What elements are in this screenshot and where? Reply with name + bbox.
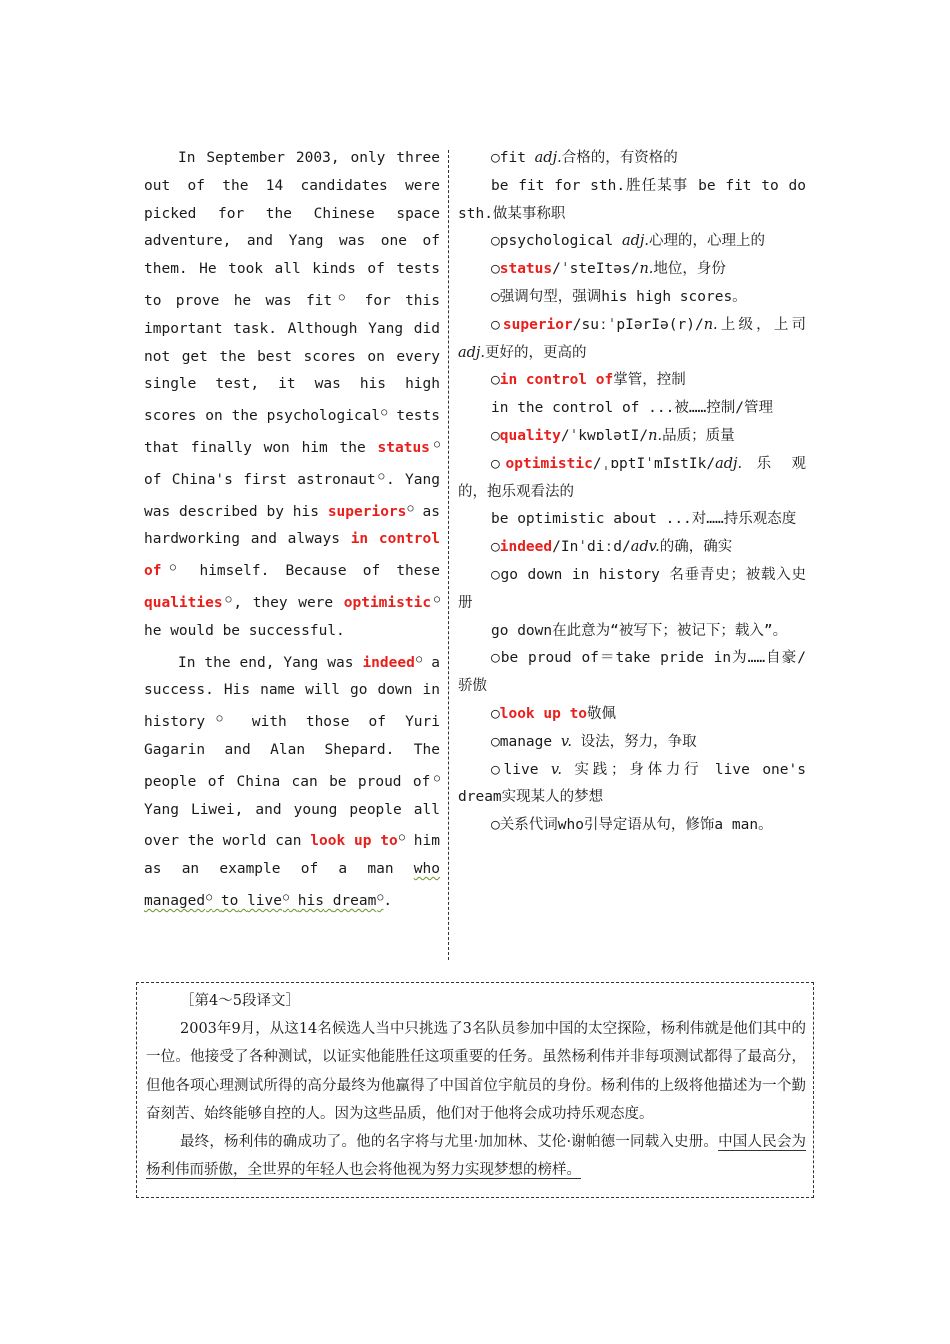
- text: ○: [491, 261, 500, 278]
- keyword-optimistic: optimistic: [343, 594, 432, 611]
- text: 更好的，更高的: [485, 344, 587, 361]
- translation-paragraph-2: [146, 1128, 806, 1184]
- note-mark: ○: [283, 891, 290, 903]
- pos: adj.: [534, 150, 562, 166]
- note-mark: ○: [376, 470, 386, 482]
- text: ○: [491, 539, 500, 556]
- keyword: look up to: [499, 705, 588, 722]
- text: 品质；质量: [662, 427, 735, 444]
- note-mark: ○: [398, 832, 405, 844]
- keyword: indeed: [499, 539, 553, 556]
- text: 设法，努力，争取: [571, 733, 697, 750]
- note-look-up-to: [458, 701, 806, 729]
- text: Yang Liwei, and young people all over the world can: [144, 801, 440, 850]
- keyword: status: [499, 261, 553, 278]
- word-astronaut: astronaut: [297, 471, 376, 488]
- text: ○: [491, 372, 500, 389]
- word-fit: fit: [305, 292, 333, 309]
- note-psychological: [458, 228, 806, 256]
- text: 敬佩: [587, 705, 617, 722]
- keyword: superior: [502, 316, 573, 333]
- note-fit-usage: be fit for sth.胜任某事 be fit to do sth.做某事称职: [458, 177, 806, 222]
- note-fit: [458, 145, 806, 173]
- phonetic: /suːˈpIərIə(r)/: [572, 316, 704, 333]
- note-optimistic-usage: be optimistic about ...对……持乐观态度: [491, 511, 797, 528]
- text: he would be successful.: [144, 622, 345, 639]
- text: In September 2003, only three out of the 14 candidates were picked for the Chinese space adventure, and Yang was one of them. He took all kinds of tests to prove he was: [144, 150, 440, 309]
- note-mark: ○: [162, 562, 184, 574]
- translation-paragraph-1: 2003年9月，从这14名候选人当中只挑选了3名队员参加中国的太空探险，杨利伟就是他们其中的一位。他接受了各种测试，以证实他能胜任这项重要的任务。虽然杨利伟并非每项测试都得了最高分，但他各项心理测试所得的高分最终为他赢得了中国首位宇航员的身份。杨利伟的上级将他描述为一个勤奋刻苦、始终能够自控的人。因为这些品质，他们对于他将会成功持乐观态度。: [146, 1021, 806, 1122]
- text: ○fit: [491, 150, 535, 166]
- pos: n.: [639, 261, 654, 278]
- text: ○: [491, 705, 500, 722]
- keyword-status: status: [377, 439, 430, 456]
- text: . Yang was described by his: [144, 471, 440, 520]
- pos: adj.: [621, 233, 649, 250]
- phonetic: /ˈkwɒlətI/: [560, 427, 649, 444]
- pos: v.: [560, 733, 572, 750]
- text: himself. Because of these: [183, 563, 440, 580]
- pos: adj.: [715, 455, 743, 472]
- word-his: his: [297, 892, 324, 909]
- text: 地位，身份: [653, 261, 726, 278]
- passage-paragraph-1: [144, 145, 440, 646]
- pos: n.: [703, 316, 718, 333]
- note-go-down-in-history: ○go down in history 名垂青史；被载入史册: [458, 566, 806, 611]
- text: ○psychological: [491, 233, 622, 250]
- text: .: [383, 892, 393, 909]
- note-status: [458, 256, 806, 284]
- note-mark: ○: [206, 891, 213, 903]
- text: as hardworking and always: [144, 503, 440, 548]
- phonetic: /ˌɒptIˈmIstIk/: [592, 455, 716, 472]
- passage-paragraph-2: [144, 646, 440, 916]
- note-mark: ○: [430, 438, 440, 450]
- text: for this important task. Although Yang did not get the best scores on every single test, it was his high scores on the: [144, 292, 440, 425]
- text: 心理的，心理上的: [649, 233, 765, 250]
- text: 的确，确实: [659, 539, 733, 556]
- note-quality: [458, 423, 806, 451]
- translation-box: [136, 982, 814, 1198]
- word-live: live: [247, 892, 282, 909]
- note-mark: ○: [381, 407, 388, 419]
- text: with those of Yuri Gagarin and Alan Shepard. The people of China can be proud: [144, 714, 440, 790]
- text: a success. His name will go down in: [144, 654, 440, 699]
- text: him as an example of a man: [144, 833, 440, 878]
- word-history: history: [144, 714, 206, 731]
- word-managed: managed: [144, 892, 206, 909]
- keyword-superiors: superiors: [327, 503, 407, 520]
- note-mark: ○: [223, 593, 234, 605]
- word-dream: dream: [332, 892, 377, 909]
- phonetic: /Inˈdiːd/: [552, 539, 631, 556]
- note-mark: ○: [432, 593, 440, 605]
- note-control-usage: in the control of ...被……控制/管理: [491, 400, 774, 417]
- note-mark: ○: [415, 653, 423, 665]
- note-mark: ○: [407, 502, 414, 514]
- text: 最终，杨利伟的确成功了。他的名字将与尤里·加加林、艾伦·谢帕德一同载入史册。: [180, 1134, 719, 1151]
- keyword-look-up-to: look up to: [310, 833, 398, 850]
- keyword-qualities: qualities: [144, 594, 223, 611]
- pos: adv.: [630, 539, 660, 556]
- text: , they were: [233, 594, 344, 611]
- translation-text: [146, 987, 806, 1184]
- note-manage: [458, 729, 806, 757]
- text: 实践；身体力行 live one's dream实现某人的梦想: [458, 761, 806, 806]
- vocabulary-notes: [458, 145, 806, 840]
- keyword: optimistic: [505, 455, 593, 472]
- text: 掌管，控制: [613, 372, 686, 389]
- text: ○manage: [491, 733, 561, 750]
- text: ○: [491, 455, 506, 472]
- note-mark: ○: [377, 891, 384, 903]
- word-psychological: psychological: [266, 408, 381, 425]
- english-passage: [144, 145, 440, 916]
- column-divider: [448, 150, 449, 960]
- text: 上级，上司: [717, 316, 807, 333]
- phonetic: /ˈsteItəs/: [552, 261, 640, 278]
- note-mark: ○: [206, 713, 233, 725]
- text: tests that finally won him the: [144, 408, 440, 456]
- note-relative-pronoun: ○关系代词who引导定语从句，修饰a man。: [491, 817, 773, 834]
- note-emphasis: ○强调句型，强调his high scores。: [491, 288, 747, 305]
- keyword-indeed: indeed: [362, 654, 415, 671]
- text: ○live: [491, 761, 551, 778]
- translation-heading: ［第4～5段译文］: [180, 993, 300, 1009]
- note-superior: [458, 312, 806, 368]
- text: ○: [491, 427, 500, 444]
- pos: n.: [648, 427, 663, 444]
- text: 合格的，有资格的: [561, 150, 678, 166]
- pos: v.: [550, 761, 563, 778]
- note-go-down-meaning: go down在此意为“被写下；被记下；载入”。: [491, 622, 788, 639]
- word-who: who: [413, 861, 440, 878]
- word-proud-of: of: [412, 773, 431, 790]
- text: ○: [491, 316, 503, 333]
- note-in-control-of: [458, 367, 806, 395]
- note-optimistic: [458, 451, 806, 507]
- word-to: to: [220, 892, 239, 909]
- text: of China's first: [144, 471, 298, 488]
- note-mark: ○: [431, 772, 440, 784]
- text: 乐 观的，抱乐观看法的: [458, 455, 806, 500]
- note-mark: ○: [333, 291, 351, 303]
- note-indeed: [458, 534, 806, 562]
- pos: adj.: [458, 344, 486, 361]
- keyword-in-control-of: in control of: [144, 531, 440, 580]
- keyword: quality: [499, 427, 561, 444]
- underlined-text: 中国人民会为杨利伟而骄傲，全世界的年轻人也会将他视为努力实现梦想的榜样。: [146, 1134, 806, 1179]
- keyword: in control of: [499, 372, 614, 389]
- note-live: [458, 757, 806, 813]
- note-be-proud-of: ○be proud of＝take pride in为……自豪/骄傲: [458, 650, 806, 695]
- text: In the end, Yang was: [178, 654, 363, 671]
